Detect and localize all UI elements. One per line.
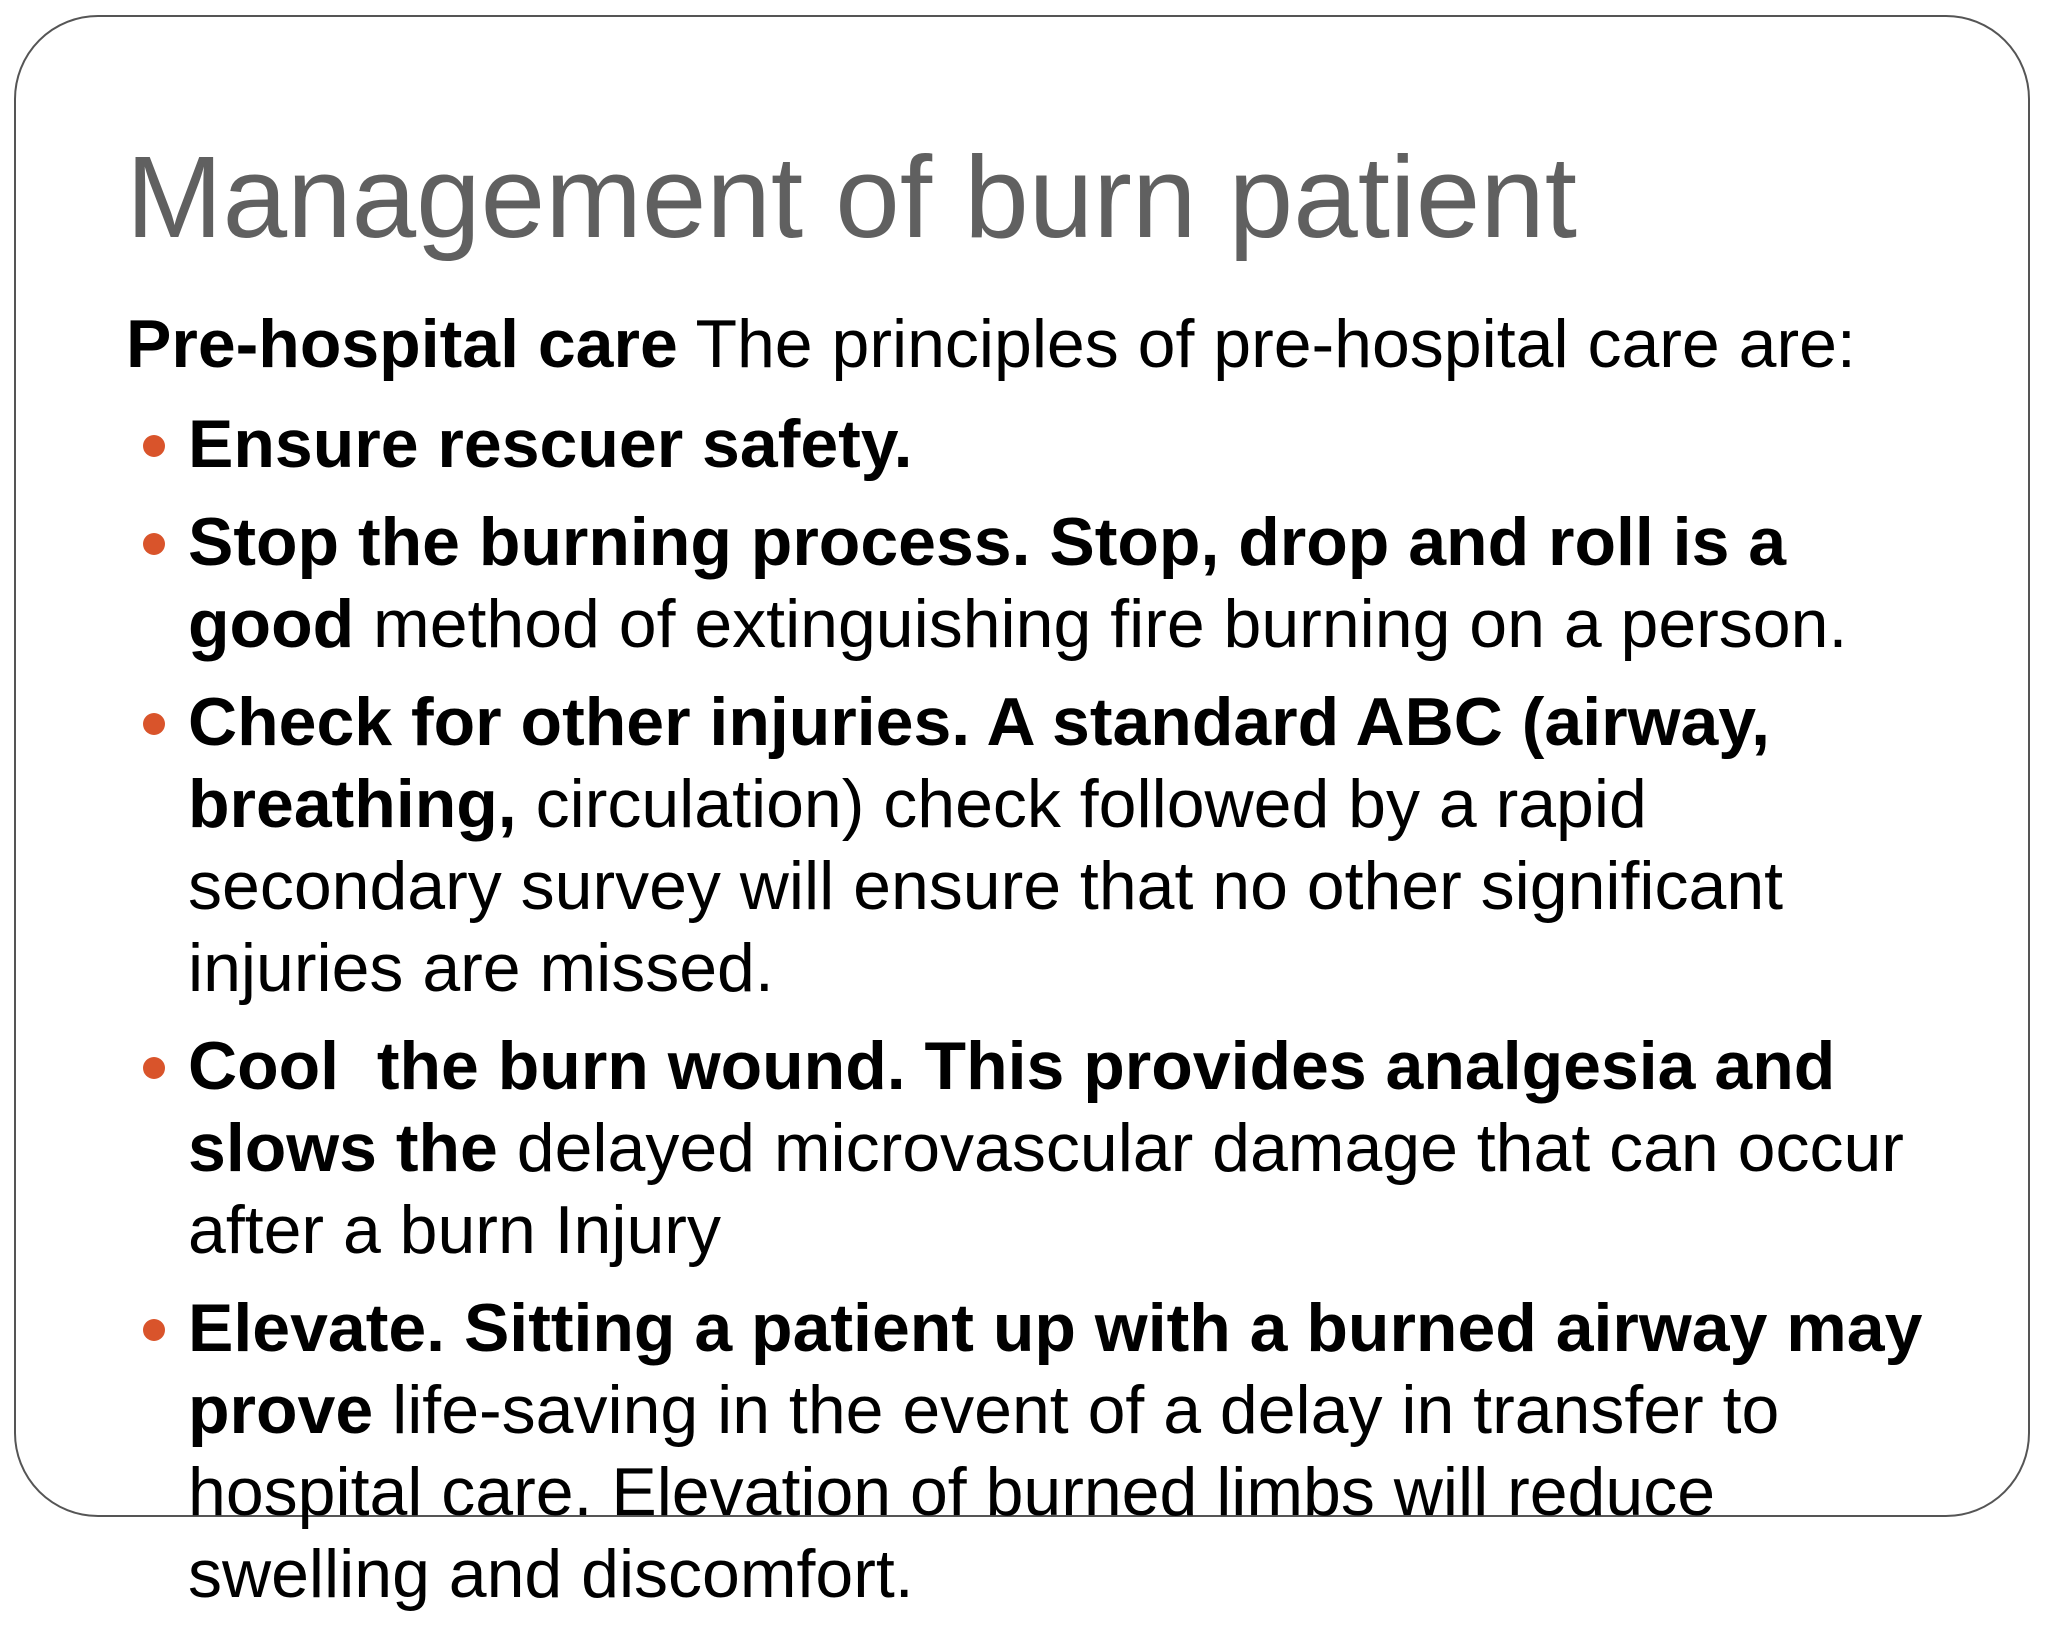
bullet-item — [126, 1025, 2006, 1271]
bullet-item — [126, 681, 2006, 1009]
bullet-line — [188, 1533, 2006, 1615]
bullet-line — [188, 501, 2006, 583]
bullet-item — [126, 1287, 2006, 1615]
bullet-item — [126, 403, 2006, 485]
bullet-bold-text: Cool the burn wound. This provides analgesia and — [188, 1028, 1836, 1104]
bullet-line — [188, 583, 2006, 665]
slide-title: Management of burn patient — [126, 132, 1577, 262]
slide-body — [126, 303, 2006, 1631]
bullet-text: circulation) check followed by a rapid — [516, 766, 1647, 842]
intro-text: The principles of pre-hospital care are: — [677, 306, 1856, 382]
bullet-list — [126, 403, 2006, 1615]
bullet-line — [188, 763, 2006, 845]
bullet-bold-text: prove — [188, 1372, 374, 1448]
bullet-text: hospital care. Elevation of burned limbs will reduce — [188, 1454, 1716, 1530]
bullet-dot-icon — [143, 435, 165, 457]
bullet-text: method of extinguishing fire burning on a person. — [354, 586, 1848, 662]
bullet-text: injuries are missed. — [188, 930, 774, 1006]
bullet-bold-text: breathing, — [188, 766, 517, 842]
bullet-text: secondary survey will ensure that no other significant — [188, 848, 1784, 924]
bullet-line — [188, 1369, 2006, 1451]
slide-frame — [14, 15, 2030, 1612]
bullet-dot-icon — [143, 1057, 165, 1079]
bullet-bold-text: Check for other injuries. A standard ABC (airway, — [188, 684, 1770, 760]
bullet-text: after a burn Injury — [188, 1192, 721, 1268]
bullet-line — [188, 1107, 2006, 1189]
bullet-bold-text: slows the — [188, 1110, 498, 1186]
bullet-line — [188, 681, 2006, 763]
intro-heading: Pre-hospital care — [126, 306, 678, 382]
bullet-line — [188, 1025, 2006, 1107]
bullet-line — [188, 403, 2006, 485]
bullet-line — [188, 1451, 2006, 1533]
bullet-dot-icon — [143, 1319, 165, 1341]
bullet-text: delayed microvascular damage that can occur — [497, 1110, 1904, 1186]
bullet-bold-text: Stop the burning process. Stop, drop and roll is a — [188, 504, 1787, 580]
bullet-bold-text: Ensure rescuer safety. — [188, 406, 913, 482]
bullet-text: swelling and discomfort. — [188, 1536, 914, 1612]
bullet-item — [126, 501, 2006, 665]
bullet-dot-icon — [143, 533, 165, 555]
bullet-line — [188, 1287, 2006, 1369]
bullet-line — [188, 845, 2006, 927]
bullet-text: life-saving in the event of a delay in transfer to — [373, 1372, 1780, 1448]
bullet-bold-text: Elevate. Sitting a patient up with a burned airway may — [188, 1290, 1923, 1366]
bullet-line — [188, 927, 2006, 1009]
bullet-line — [188, 1189, 2006, 1271]
bullet-bold-text: good — [188, 586, 355, 662]
bullet-dot-icon — [143, 713, 165, 735]
intro-line — [126, 303, 2006, 385]
